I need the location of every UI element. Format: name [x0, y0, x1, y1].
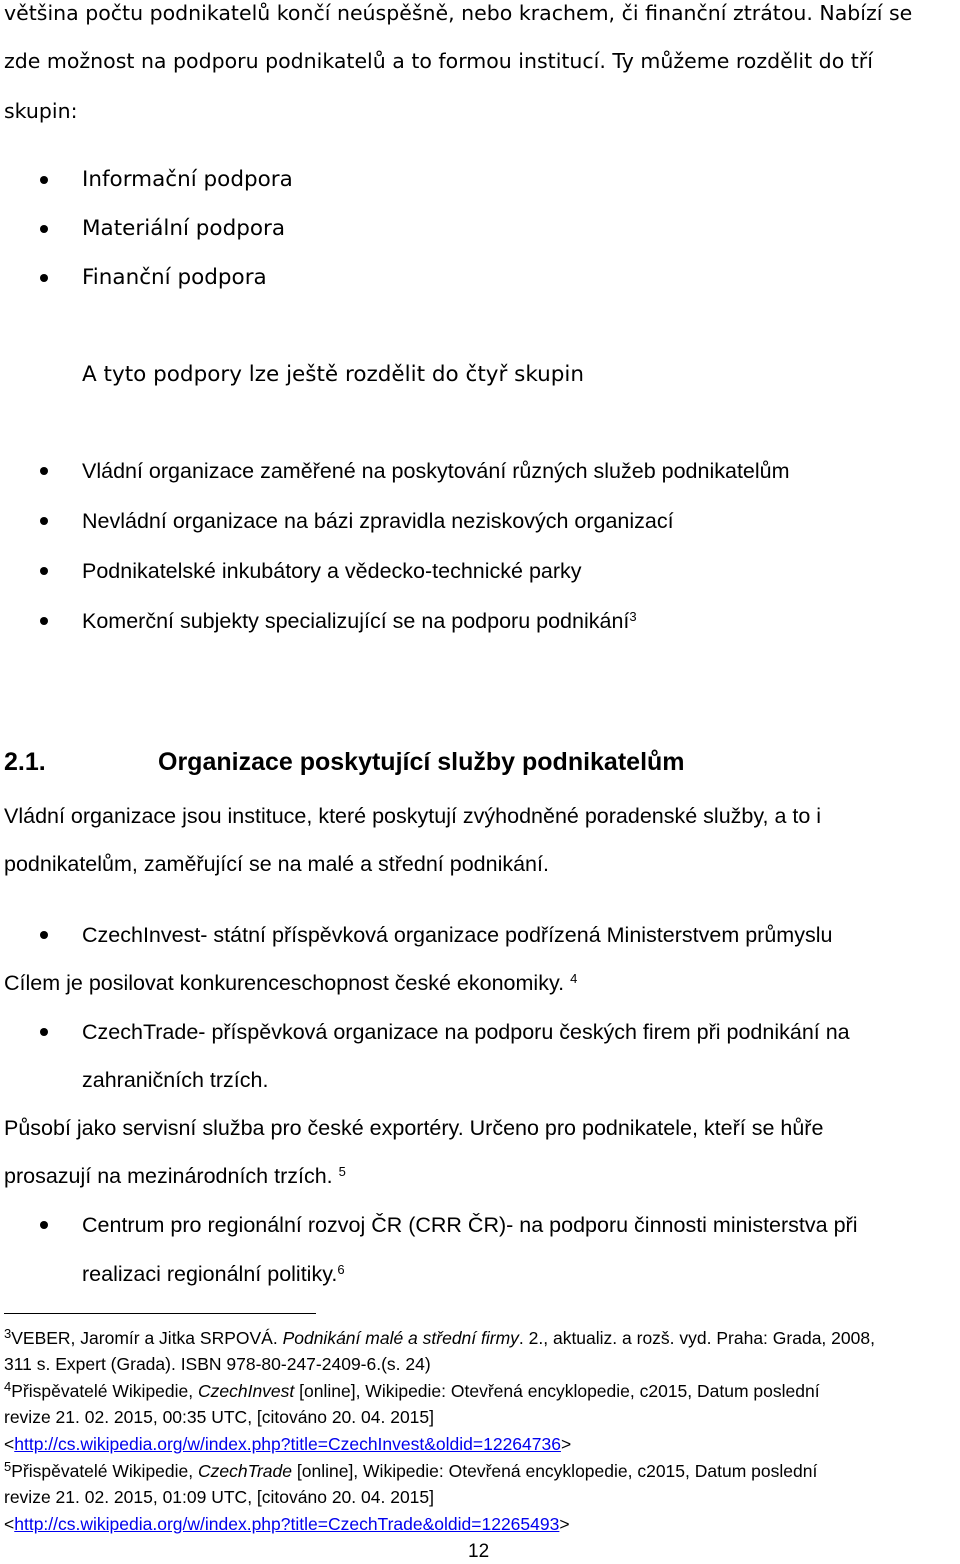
list-item-organization: [82, 606, 637, 636]
footnote-number: 4: [4, 1379, 12, 1394]
section-title: Organizace poskytující služby podnikatelům: [158, 748, 685, 776]
footnote-text: [online], Wikipedie: Otevřená encyklopedie, c2015, Datum poslední: [292, 1461, 818, 1481]
footnote-title: CzechTrade: [197, 1461, 293, 1481]
list-item-crr: Centrum pro regionální rozvoj ČR (CRR ČR)- na podporu činnosti ministerstva při: [82, 1213, 858, 1237]
footnote-text: Přispěvatelé Wikipedie,: [11, 1461, 198, 1481]
list-item-crr-cont: [82, 1259, 345, 1289]
list-item-czechtrade: CzechTrade- příspěvková organizace na podporu českých firem při podnikání na: [82, 1020, 850, 1044]
list-item-czechtrade-cont: zahraničních trzích.: [82, 1068, 269, 1092]
page-number: 12: [468, 1541, 490, 1562]
list-item-organization: Nevládní organizace na bázi zpravidla neziskových organizací: [82, 509, 674, 533]
section-para-line-1: Vládní organizace jsou instituce, které poskytují zvýhodněné poradenské služby, a to i: [4, 804, 822, 828]
footnote-5-line-2: revize 21. 02. 2015, 01:09 UTC, [citováno 20. 04. 2015]: [4, 1487, 434, 1507]
footnote-ref[interactable]: 3: [629, 609, 637, 624]
list-item-organization: Podnikatelské inkubátory a vědecko-technické parky: [82, 559, 582, 583]
intro-line-2: zde možnost na podporu podnikatelů a to formou institucí. Ty můžeme rozdělit do tří: [4, 49, 873, 73]
section-para-line-2: podnikatelům, zaměřující se na malé a střední podnikání.: [4, 852, 549, 876]
list-item-organization: Vládní organizace zaměřené na poskytování různých služeb podnikatelům: [82, 459, 790, 483]
angle-open: <: [4, 1434, 15, 1454]
czechinvest-goal: [4, 968, 577, 998]
section-heading: [4, 745, 685, 779]
footnote-5: [4, 1458, 817, 1484]
footnote-ref[interactable]: 5: [338, 1164, 346, 1179]
list-item-support: Informační podpora: [82, 167, 293, 192]
footnote-ref[interactable]: 6: [337, 1262, 345, 1277]
footnote-text: VEBER, Jaromír a Jitka SRPOVÁ.: [11, 1328, 283, 1348]
footnote-number: 5: [4, 1459, 12, 1474]
list-item-support: Finanční podpora: [82, 265, 267, 290]
intro-line-3: skupin:: [4, 99, 78, 123]
bullet-icon: [40, 1221, 48, 1229]
bullet-icon: [40, 617, 48, 625]
angle-close: >: [560, 1434, 572, 1454]
footnote-4-line-2: revize 21. 02. 2015, 00:35 UTC, [citováno 20. 04. 2015]: [4, 1407, 434, 1427]
footnote-5-link-line: [4, 1511, 570, 1537]
bullet-icon: [40, 467, 48, 475]
footnote-ref[interactable]: 4: [570, 971, 578, 986]
bullet-icon: [40, 225, 48, 233]
section-number: 2.1.: [4, 748, 46, 776]
czechtrade-desc-text: prosazují na mezinárodních trzích.: [4, 1164, 333, 1188]
footnote-5-link[interactable]: http://cs.wikipedia.org/w/index.php?title=CzechTrade&oldid=12265493: [14, 1514, 560, 1534]
footnote-title: CzechInvest: [197, 1381, 295, 1401]
footnote-text: . 2., aktualiz. a rozš. vyd. Praha: Grada, 2008,: [518, 1328, 875, 1348]
footnote-text: [online], Wikipedie: Otevřená encyklopedie, c2015, Datum poslední: [294, 1381, 820, 1401]
angle-open: <: [4, 1514, 15, 1534]
angle-close: >: [559, 1514, 570, 1534]
footnote-3: [4, 1325, 875, 1351]
list-item-text: Komerční subjekty specializující se na podporu podnikání: [82, 609, 630, 633]
subdivision-text: A tyto podpory lze ještě rozdělit do čtyř skupin: [82, 362, 585, 387]
bullet-icon: [40, 931, 48, 939]
intro-line-1: většina počtu podnikatelů končí neúspěšně, nebo krachem, či finanční ztrátou. Nabízí se: [4, 1, 913, 25]
list-item-czechinvest: CzechInvest- státní příspěvková organizace podřízená Ministerstvem průmyslu: [82, 923, 833, 947]
czechinvest-goal-text: Cílem je posilovat konkurenceschopnost české ekonomiky.: [4, 971, 565, 995]
bullet-icon: [40, 176, 48, 184]
bullet-icon: [40, 274, 48, 282]
czechtrade-desc-line-2: [4, 1161, 346, 1191]
crr-text: realizaci regionální politiky.: [82, 1262, 338, 1286]
footnote-4-link[interactable]: http://cs.wikipedia.org/w/index.php?title=CzechInvest&oldid=12264736: [14, 1434, 561, 1454]
footnote-text: Přispěvatelé Wikipedie,: [11, 1381, 198, 1401]
footnote-3-line-2: 311 s. Expert (Grada). ISBN 978-80-247-2409-6.(s. 24): [4, 1354, 431, 1374]
bullet-icon: [40, 567, 48, 575]
list-item-support: Materiální podpora: [82, 216, 286, 241]
footnote-4-link-line: [4, 1431, 571, 1457]
footnote-separator: [4, 1313, 316, 1314]
bullet-icon: [40, 1028, 48, 1036]
footnote-title: Podnikání malé a střední firmy: [282, 1328, 519, 1348]
czechtrade-desc-line-1: Působí jako servisní služba pro české exportéry. Určeno pro podnikatele, kteří se hůře: [4, 1116, 824, 1140]
footnote-4: [4, 1378, 820, 1404]
footnote-number: 3: [4, 1326, 12, 1341]
bullet-icon: [40, 517, 48, 525]
